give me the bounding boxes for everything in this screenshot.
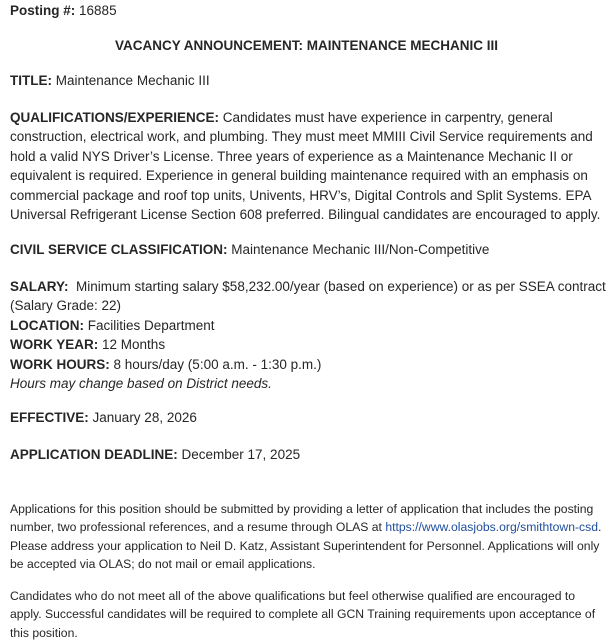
posting-label: Posting #:	[10, 3, 76, 18]
qualifications-label: QUALIFICATIONS/EXPERIENCE:	[10, 110, 220, 125]
position-details	[10, 277, 610, 393]
olas-link[interactable]: https://www.olasjobs.org/smithtown-csd	[385, 520, 598, 535]
salary-value: Minimum starting salary $58,232.00/year (based on experience) or as per SSEA contract	[76, 279, 606, 294]
work-year-row	[10, 335, 610, 354]
title-section	[10, 71, 210, 90]
application-line-2-text: number, two professional references, and a resume through OLAS at	[10, 520, 386, 535]
work-hours-value: 8 hours/day (5:00 a.m. - 1:30 p.m.)	[113, 356, 322, 372]
application-instructions	[10, 500, 610, 573]
location-value: Facilities Department	[87, 317, 215, 333]
title-label: TITLE:	[10, 73, 52, 88]
work-year-value: 12 Months	[102, 337, 166, 353]
salary-row	[10, 277, 610, 296]
qualifications-line-3: hold a valid NYS Driver’s License. Three years of experience as a Maintenance Mechanic II or	[10, 148, 573, 164]
posting-value: 16885	[79, 3, 117, 18]
qualifications-line-4: equivalent is required. Experience in general building maintenance required with an emphasis on	[10, 168, 588, 184]
qualifications-section	[10, 108, 610, 224]
closing-note	[10, 587, 610, 642]
location-row	[10, 316, 610, 335]
civil-service-value: Maintenance Mechanic III/Non-Competitive	[231, 242, 490, 257]
work-hours-label: WORK HOURS:	[10, 356, 110, 372]
closing-note-line-1: Candidates who do not meet all of the above qualifications but feel otherwise qualified are encouraged to	[10, 589, 576, 603]
effective-label: EFFECTIVE:	[10, 410, 89, 425]
work-hours-note: Hours may change based on District needs.	[10, 376, 272, 392]
application-line-3: Please address your application to Neil D. Katz, Assistant Superintendent for Personnel. Applications will only	[10, 538, 600, 553]
qualifications-line-6: Universal Refrigerant License Section 608 preferred. Bilingual candidates are encouraged to apply.	[10, 207, 601, 223]
civil-service-section	[10, 240, 489, 259]
application-line-2	[10, 518, 610, 536]
location-label: LOCATION:	[10, 317, 84, 333]
application-line-1: Applications for this position should be submitted by providing a letter of application that includes the posting	[10, 502, 594, 516]
deadline-label: APPLICATION DEADLINE:	[10, 447, 178, 462]
work-hours-row	[10, 355, 610, 374]
qualifications-line-2: construction, electrical work, and plumbing. They must meet MMIII Civil Service requirements and	[10, 129, 593, 145]
salary-label: SALARY:	[10, 279, 69, 294]
closing-note-line-2: apply. Successful candidates will be required to complete all GCN Training requirements upon acceptance of	[10, 607, 596, 622]
application-line-2-end: .	[598, 520, 602, 535]
posting-number	[10, 1, 117, 20]
deadline-section	[10, 445, 300, 464]
application-line-4: be accepted via OLAS; do not mail or email applications.	[10, 556, 316, 571]
civil-service-label: CIVIL SERVICE CLASSIFICATION:	[10, 242, 228, 257]
title-value: Maintenance Mechanic III	[55, 73, 210, 88]
closing-note-line-3: this position.	[10, 625, 78, 640]
effective-section	[10, 408, 197, 427]
salary-grade: (Salary Grade: 22)	[10, 298, 122, 314]
effective-value: January 28, 2026	[92, 410, 197, 425]
qualifications-line-1: Candidates must have experience in carpentry, general	[222, 110, 553, 125]
work-year-label: WORK YEAR:	[10, 337, 99, 353]
deadline-value: December 17, 2025	[181, 447, 301, 462]
page-title: VACANCY ANNOUNCEMENT: MAINTENANCE MECHANIC III	[114, 38, 498, 53]
qualifications-line-5: commercial package and roof top units, Univents, HRV’s, Digital Controls and Split Systems. EPA	[10, 187, 592, 203]
